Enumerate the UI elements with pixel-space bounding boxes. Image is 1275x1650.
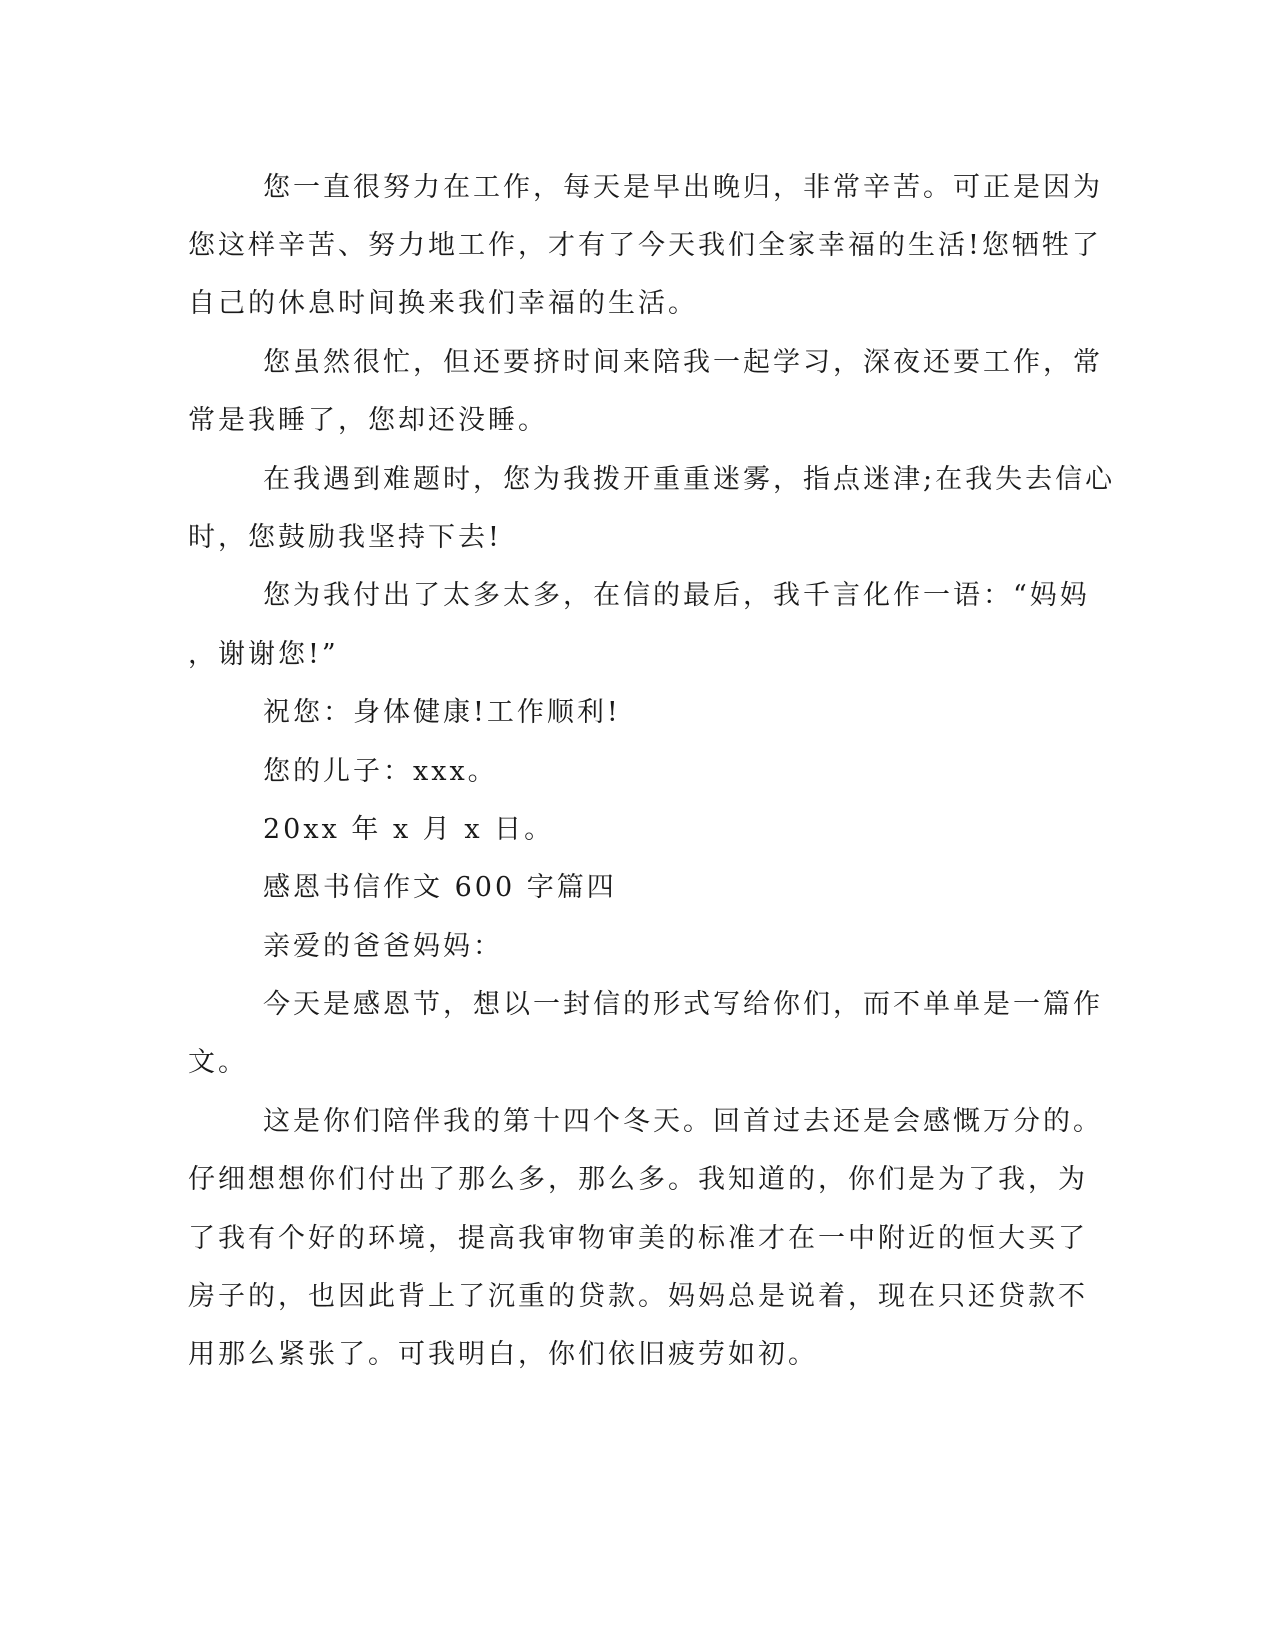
text-line: 时，您鼓励我坚持下去! [188, 522, 502, 553]
text-line: 这是你们陪伴我的第十四个冬天。回首过去还是会感慨万分的。 [263, 1106, 1103, 1137]
closing-wish: 祝您：身体健康!工作顺利! [263, 697, 621, 728]
text-line: 房子的，也因此背上了沉重的贷款。妈妈总是说着，现在只还贷款不 [188, 1281, 1088, 1312]
salutation: 亲爱的爸爸妈妈： [263, 931, 503, 962]
text-line: 今天是感恩节，想以一封信的形式写给你们，而不单单是一篇作 [263, 989, 1103, 1020]
text-line: 文。 [188, 1047, 248, 1078]
section-heading: 感恩书信作文 600 字篇四 [263, 872, 617, 903]
text-line: 您为我付出了太多太多，在信的最后，我千言化作一语：“妈妈 [263, 580, 1090, 611]
text-line: 您虽然很忙，但还要挤时间来陪我一起学习，深夜还要工作，常 [263, 347, 1103, 378]
text-line: 您一直很努力在工作，每天是早出晚归，非常辛苦。可正是因为 [263, 172, 1103, 203]
text-line: 常是我睡了，您却还没睡。 [188, 405, 548, 436]
text-line: 用那么紧张了。可我明白，你们依旧疲劳如初。 [188, 1339, 818, 1370]
text-line: 仔细想想你们付出了那么多，那么多。我知道的，你们是为了我，为 [188, 1164, 1088, 1195]
text-line: 自己的休息时间换来我们幸福的生活。 [188, 288, 698, 319]
text-line: 了我有个好的环境，提高我审物审美的标准才在一中附近的恒大买了 [188, 1223, 1088, 1254]
text-line: 在我遇到难题时，您为我拨开重重迷雾，指点迷津;在我失去信心 [263, 464, 1116, 495]
letter-date: 20xx 年 x 月 x 日。 [263, 814, 555, 845]
text-line: 您这样辛苦、努力地工作，才有了今天我们全家幸福的生活!您牺牲了 [188, 230, 1102, 261]
text-line: ，谢谢您!” [188, 639, 339, 670]
signature: 您的儿子：xxx。 [263, 756, 498, 787]
